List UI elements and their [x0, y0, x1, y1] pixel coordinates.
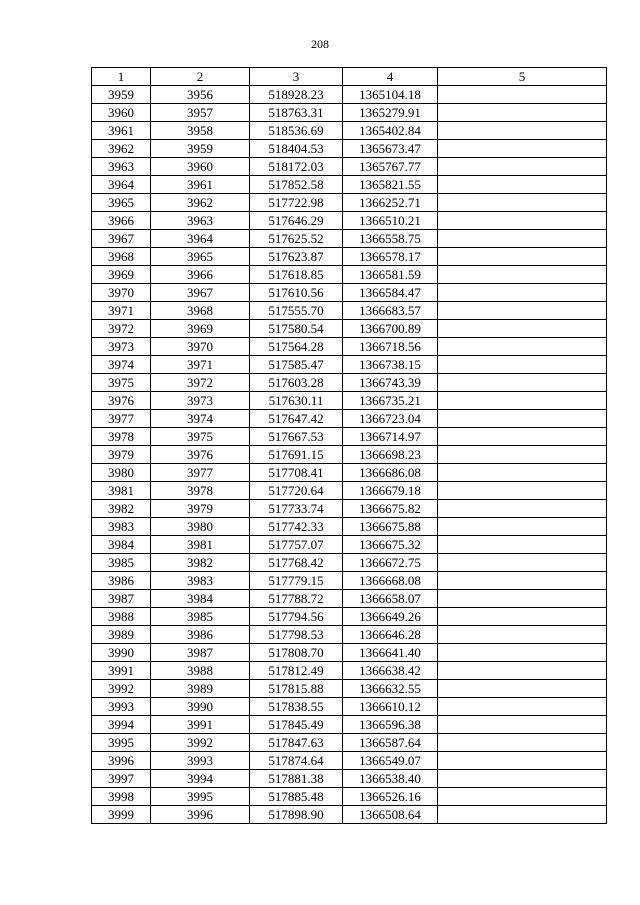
note-cell: [438, 104, 607, 122]
table-row: [92, 122, 607, 140]
y-coordinate-cell: 1366549.07: [343, 752, 438, 770]
note-cell: [438, 158, 607, 176]
table-row: [92, 626, 607, 644]
point-number-cell: 3964: [92, 176, 151, 194]
reference-number-cell: 3992: [151, 734, 250, 752]
reference-number-cell: 3978: [151, 482, 250, 500]
reference-number-cell: 3972: [151, 374, 250, 392]
point-number-cell: 3959: [92, 86, 151, 104]
point-number-cell: 3976: [92, 392, 151, 410]
reference-number-cell: 3981: [151, 536, 250, 554]
y-coordinate-cell: 1365104.18: [343, 86, 438, 104]
table-row: [92, 356, 607, 374]
point-number-cell: 3969: [92, 266, 151, 284]
x-coordinate-cell: 517564.28: [250, 338, 343, 356]
table-row: [92, 644, 607, 662]
point-number-cell: 3995: [92, 734, 151, 752]
y-coordinate-cell: 1366538.40: [343, 770, 438, 788]
note-cell: [438, 554, 607, 572]
x-coordinate-cell: 517555.70: [250, 302, 343, 320]
y-coordinate-cell: 1366683.57: [343, 302, 438, 320]
point-number-cell: 3986: [92, 572, 151, 590]
note-cell: [438, 770, 607, 788]
note-cell: [438, 428, 607, 446]
reference-number-cell: 3982: [151, 554, 250, 572]
reference-number-cell: 3971: [151, 356, 250, 374]
reference-number-cell: 3994: [151, 770, 250, 788]
point-number-cell: 3960: [92, 104, 151, 122]
table-row: [92, 194, 607, 212]
reference-number-cell: 3968: [151, 302, 250, 320]
table-row: [92, 446, 607, 464]
y-coordinate-cell: 1366675.32: [343, 536, 438, 554]
point-number-cell: 3972: [92, 320, 151, 338]
table-row: [92, 212, 607, 230]
table-row: [92, 788, 607, 806]
point-number-cell: 3970: [92, 284, 151, 302]
reference-number-cell: 3988: [151, 662, 250, 680]
y-coordinate-cell: 1366641.40: [343, 644, 438, 662]
table-row: [92, 392, 607, 410]
point-number-cell: 3980: [92, 464, 151, 482]
x-coordinate-cell: 517794.56: [250, 608, 343, 626]
x-coordinate-cell: 518763.31: [250, 104, 343, 122]
note-cell: [438, 86, 607, 104]
reference-number-cell: 3996: [151, 806, 250, 824]
y-coordinate-cell: 1366638.42: [343, 662, 438, 680]
y-coordinate-cell: 1365279.91: [343, 104, 438, 122]
note-cell: [438, 140, 607, 158]
x-coordinate-cell: 517838.55: [250, 698, 343, 716]
point-number-cell: 3989: [92, 626, 151, 644]
table-row: [92, 554, 607, 572]
note-cell: [438, 302, 607, 320]
x-coordinate-cell: 517874.64: [250, 752, 343, 770]
point-number-cell: 3999: [92, 806, 151, 824]
point-number-cell: 3978: [92, 428, 151, 446]
note-cell: [438, 284, 607, 302]
note-cell: [438, 644, 607, 662]
table-row: [92, 464, 607, 482]
table-row: [92, 104, 607, 122]
note-cell: [438, 176, 607, 194]
y-coordinate-cell: 1366510.21: [343, 212, 438, 230]
y-coordinate-cell: 1365767.77: [343, 158, 438, 176]
table-row: [92, 428, 607, 446]
table-row: [92, 410, 607, 428]
reference-number-cell: 3966: [151, 266, 250, 284]
x-coordinate-cell: 517815.88: [250, 680, 343, 698]
table-row: [92, 482, 607, 500]
reference-number-cell: 3961: [151, 176, 250, 194]
reference-number-cell: 3967: [151, 284, 250, 302]
y-coordinate-cell: 1366646.28: [343, 626, 438, 644]
reference-number-cell: 3957: [151, 104, 250, 122]
y-coordinate-cell: 1366610.12: [343, 698, 438, 716]
note-cell: [438, 734, 607, 752]
point-number-cell: 3975: [92, 374, 151, 392]
y-coordinate-cell: 1366508.64: [343, 806, 438, 824]
point-number-cell: 3993: [92, 698, 151, 716]
table-row: [92, 338, 607, 356]
y-coordinate-cell: 1366700.89: [343, 320, 438, 338]
x-coordinate-cell: 517798.53: [250, 626, 343, 644]
point-number-cell: 3984: [92, 536, 151, 554]
note-cell: [438, 662, 607, 680]
point-number-cell: 3971: [92, 302, 151, 320]
note-cell: [438, 446, 607, 464]
y-coordinate-cell: 1366743.39: [343, 374, 438, 392]
point-number-cell: 3987: [92, 590, 151, 608]
point-number-cell: 3979: [92, 446, 151, 464]
x-coordinate-cell: 517618.85: [250, 266, 343, 284]
table-row: [92, 374, 607, 392]
y-coordinate-cell: 1366679.18: [343, 482, 438, 500]
reference-number-cell: 3984: [151, 590, 250, 608]
x-coordinate-cell: 517625.52: [250, 230, 343, 248]
point-number-cell: 3961: [92, 122, 151, 140]
x-coordinate-cell: 517788.72: [250, 590, 343, 608]
reference-number-cell: 3995: [151, 788, 250, 806]
table-row: [92, 680, 607, 698]
table-row: [92, 716, 607, 734]
note-cell: [438, 230, 607, 248]
note-cell: [438, 626, 607, 644]
x-coordinate-cell: 517610.56: [250, 284, 343, 302]
point-number-cell: 3982: [92, 500, 151, 518]
table-row: [92, 230, 607, 248]
point-number-cell: 3990: [92, 644, 151, 662]
reference-number-cell: 3979: [151, 500, 250, 518]
table-row: [92, 770, 607, 788]
y-coordinate-cell: 1366675.82: [343, 500, 438, 518]
table-row: [92, 158, 607, 176]
table-row: [92, 572, 607, 590]
reference-number-cell: 3974: [151, 410, 250, 428]
reference-number-cell: 3956: [151, 86, 250, 104]
y-coordinate-cell: 1366675.88: [343, 518, 438, 536]
x-coordinate-cell: 517881.38: [250, 770, 343, 788]
point-number-cell: 3996: [92, 752, 151, 770]
note-cell: [438, 806, 607, 824]
point-number-cell: 3965: [92, 194, 151, 212]
x-coordinate-cell: 517779.15: [250, 572, 343, 590]
table-row: [92, 86, 607, 104]
y-coordinate-cell: 1366698.23: [343, 446, 438, 464]
x-coordinate-cell: 517808.70: [250, 644, 343, 662]
table-row: [92, 536, 607, 554]
note-cell: [438, 410, 607, 428]
x-coordinate-cell: 517691.15: [250, 446, 343, 464]
point-number-cell: 3994: [92, 716, 151, 734]
x-coordinate-cell: 517742.33: [250, 518, 343, 536]
y-coordinate-cell: 1366658.07: [343, 590, 438, 608]
table-row: [92, 806, 607, 824]
x-coordinate-cell: 518172.03: [250, 158, 343, 176]
x-coordinate-cell: 517580.54: [250, 320, 343, 338]
x-coordinate-cell: 518928.23: [250, 86, 343, 104]
table-row: [92, 518, 607, 536]
point-number-cell: 3988: [92, 608, 151, 626]
column-header-5: 5: [438, 68, 607, 86]
x-coordinate-cell: 517885.48: [250, 788, 343, 806]
x-coordinate-cell: 517733.74: [250, 500, 343, 518]
table-row: [92, 266, 607, 284]
reference-number-cell: 3991: [151, 716, 250, 734]
note-cell: [438, 590, 607, 608]
y-coordinate-cell: 1366596.38: [343, 716, 438, 734]
y-coordinate-cell: 1366735.21: [343, 392, 438, 410]
point-number-cell: 3998: [92, 788, 151, 806]
table-row: [92, 590, 607, 608]
reference-number-cell: 3980: [151, 518, 250, 536]
table-row: [92, 302, 607, 320]
note-cell: [438, 122, 607, 140]
table-row: [92, 500, 607, 518]
note-cell: [438, 374, 607, 392]
y-coordinate-cell: 1366686.08: [343, 464, 438, 482]
reference-number-cell: 3985: [151, 608, 250, 626]
table-row: [92, 248, 607, 266]
note-cell: [438, 266, 607, 284]
y-coordinate-cell: 1366581.59: [343, 266, 438, 284]
reference-number-cell: 3973: [151, 392, 250, 410]
point-number-cell: 3966: [92, 212, 151, 230]
table-row: [92, 662, 607, 680]
point-number-cell: 3997: [92, 770, 151, 788]
y-coordinate-cell: 1366578.17: [343, 248, 438, 266]
x-coordinate-cell: 517812.49: [250, 662, 343, 680]
x-coordinate-cell: 517768.42: [250, 554, 343, 572]
point-number-cell: 3962: [92, 140, 151, 158]
point-number-cell: 3983: [92, 518, 151, 536]
table-row: [92, 320, 607, 338]
x-coordinate-cell: 517845.49: [250, 716, 343, 734]
note-cell: [438, 752, 607, 770]
table-row: [92, 284, 607, 302]
point-number-cell: 3992: [92, 680, 151, 698]
note-cell: [438, 392, 607, 410]
point-number-cell: 3967: [92, 230, 151, 248]
column-header-1: 1: [92, 68, 151, 86]
point-number-cell: 3985: [92, 554, 151, 572]
y-coordinate-cell: 1366584.47: [343, 284, 438, 302]
point-number-cell: 3963: [92, 158, 151, 176]
reference-number-cell: 3962: [151, 194, 250, 212]
reference-number-cell: 3965: [151, 248, 250, 266]
x-coordinate-cell: 517603.28: [250, 374, 343, 392]
note-cell: [438, 698, 607, 716]
note-cell: [438, 518, 607, 536]
x-coordinate-cell: 517647.42: [250, 410, 343, 428]
y-coordinate-cell: 1366526.16: [343, 788, 438, 806]
point-number-cell: 3974: [92, 356, 151, 374]
point-number-cell: 3973: [92, 338, 151, 356]
reference-number-cell: 3993: [151, 752, 250, 770]
table-header-row: [92, 68, 607, 86]
y-coordinate-cell: 1366718.56: [343, 338, 438, 356]
note-cell: [438, 356, 607, 374]
point-number-cell: 3981: [92, 482, 151, 500]
x-coordinate-cell: 517708.41: [250, 464, 343, 482]
point-number-cell: 3991: [92, 662, 151, 680]
page-number: 208: [311, 37, 329, 51]
reference-number-cell: 3963: [151, 212, 250, 230]
y-coordinate-cell: 1366668.08: [343, 572, 438, 590]
x-coordinate-cell: 517722.98: [250, 194, 343, 212]
note-cell: [438, 536, 607, 554]
x-coordinate-cell: 517623.87: [250, 248, 343, 266]
table-row: [92, 734, 607, 752]
table-body: [92, 86, 607, 824]
y-coordinate-cell: 1366714.97: [343, 428, 438, 446]
reference-number-cell: 3958: [151, 122, 250, 140]
reference-number-cell: 3990: [151, 698, 250, 716]
note-cell: [438, 500, 607, 518]
table-row: [92, 752, 607, 770]
reference-number-cell: 3975: [151, 428, 250, 446]
reference-number-cell: 3987: [151, 644, 250, 662]
table-row: [92, 608, 607, 626]
reference-number-cell: 3989: [151, 680, 250, 698]
y-coordinate-cell: 1366649.26: [343, 608, 438, 626]
y-coordinate-cell: 1366558.75: [343, 230, 438, 248]
note-cell: [438, 572, 607, 590]
note-cell: [438, 716, 607, 734]
note-cell: [438, 608, 607, 626]
note-cell: [438, 680, 607, 698]
x-coordinate-cell: 517898.90: [250, 806, 343, 824]
x-coordinate-cell: 517667.53: [250, 428, 343, 446]
table-row: [92, 140, 607, 158]
y-coordinate-cell: 1366723.04: [343, 410, 438, 428]
note-cell: [438, 248, 607, 266]
reference-number-cell: 3986: [151, 626, 250, 644]
x-coordinate-cell: 517847.63: [250, 734, 343, 752]
x-coordinate-cell: 517757.07: [250, 536, 343, 554]
column-header-2: 2: [151, 68, 250, 86]
y-coordinate-cell: 1366252.71: [343, 194, 438, 212]
table-row: [92, 698, 607, 716]
y-coordinate-cell: 1366632.55: [343, 680, 438, 698]
reference-number-cell: 3969: [151, 320, 250, 338]
point-number-cell: 3977: [92, 410, 151, 428]
y-coordinate-cell: 1365402.84: [343, 122, 438, 140]
reference-number-cell: 3960: [151, 158, 250, 176]
y-coordinate-cell: 1366738.15: [343, 356, 438, 374]
coordinates-table: [91, 67, 607, 824]
note-cell: [438, 464, 607, 482]
note-cell: [438, 320, 607, 338]
column-header-3: 3: [250, 68, 343, 86]
reference-number-cell: 3976: [151, 446, 250, 464]
note-cell: [438, 788, 607, 806]
x-coordinate-cell: 517585.47: [250, 356, 343, 374]
column-header-4: 4: [343, 68, 438, 86]
reference-number-cell: 3959: [151, 140, 250, 158]
note-cell: [438, 194, 607, 212]
x-coordinate-cell: 517646.29: [250, 212, 343, 230]
reference-number-cell: 3964: [151, 230, 250, 248]
y-coordinate-cell: 1365821.55: [343, 176, 438, 194]
x-coordinate-cell: 518404.53: [250, 140, 343, 158]
reference-number-cell: 3977: [151, 464, 250, 482]
note-cell: [438, 212, 607, 230]
x-coordinate-cell: 517852.58: [250, 176, 343, 194]
table-row: [92, 176, 607, 194]
point-number-cell: 3968: [92, 248, 151, 266]
note-cell: [438, 338, 607, 356]
note-cell: [438, 482, 607, 500]
reference-number-cell: 3983: [151, 572, 250, 590]
y-coordinate-cell: 1366587.64: [343, 734, 438, 752]
reference-number-cell: 3970: [151, 338, 250, 356]
y-coordinate-cell: 1366672.75: [343, 554, 438, 572]
x-coordinate-cell: 517720.64: [250, 482, 343, 500]
x-coordinate-cell: 517630.11: [250, 392, 343, 410]
y-coordinate-cell: 1365673.47: [343, 140, 438, 158]
x-coordinate-cell: 518536.69: [250, 122, 343, 140]
